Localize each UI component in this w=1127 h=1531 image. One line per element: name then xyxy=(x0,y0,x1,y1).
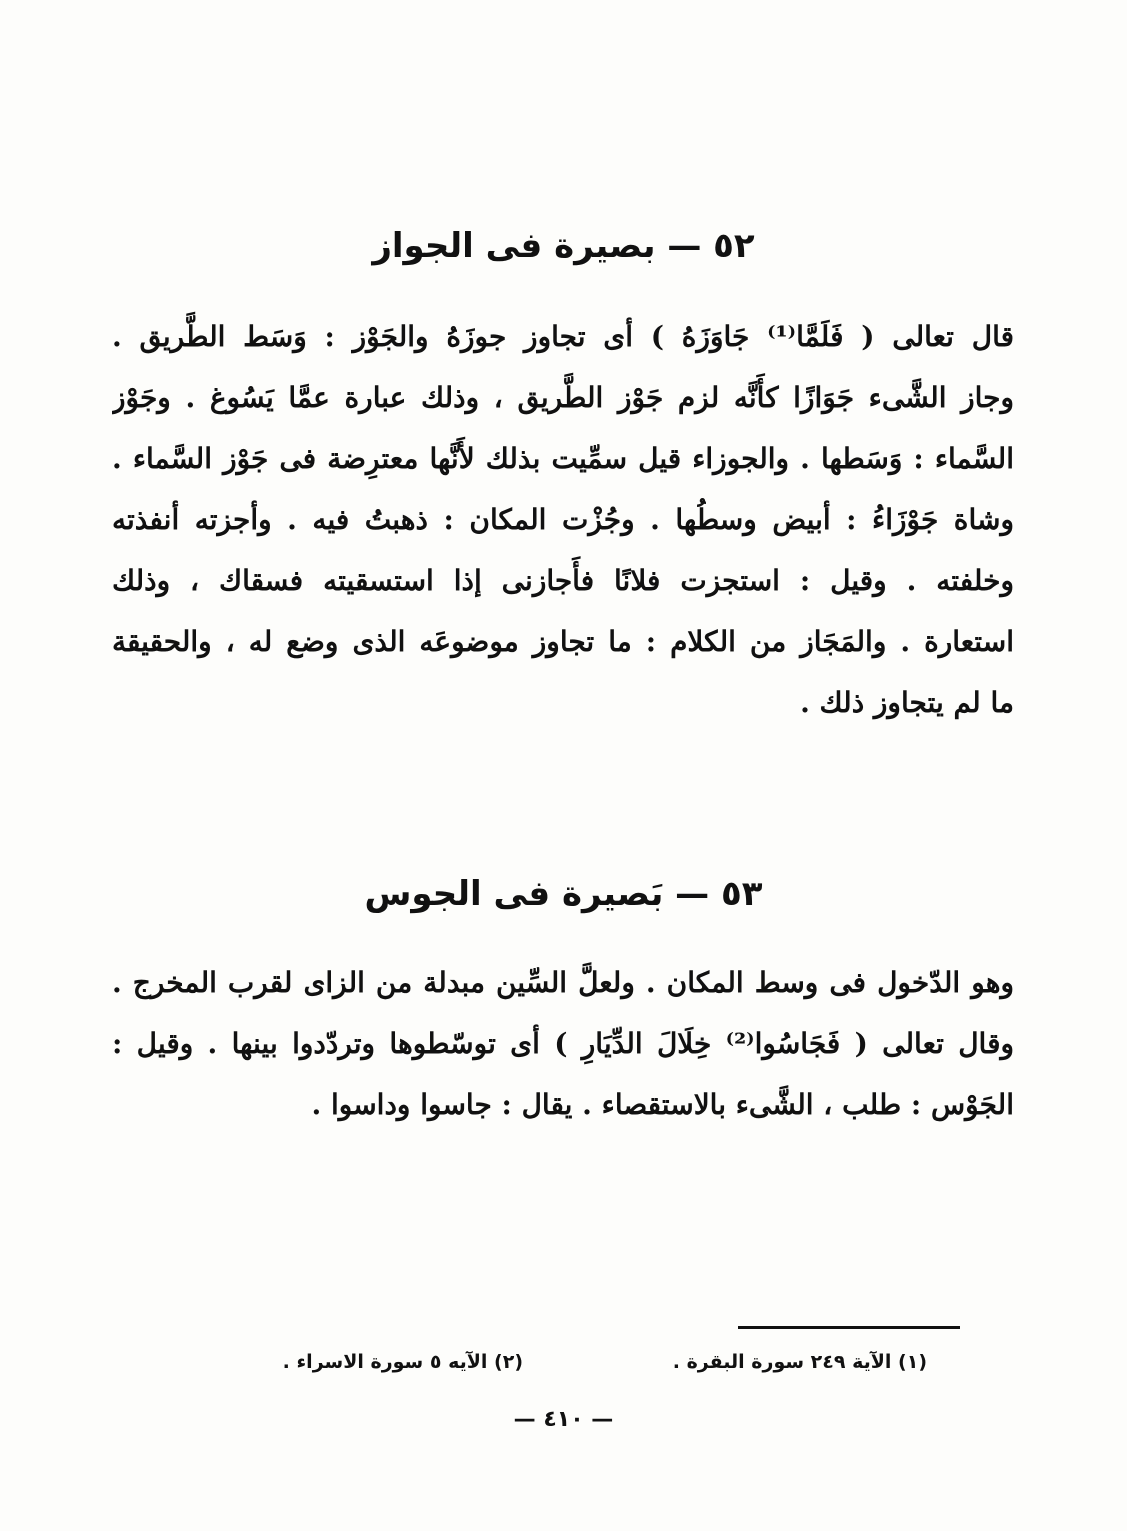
text-line: وخلفته . وقيل : استجزت فلانًا فأَجازنى إذا استسقيته فسقاك ، وذلك xyxy=(112,564,1014,597)
section-body-jaws xyxy=(112,952,1014,1135)
text-line: ما لم يتجاوز ذلك . xyxy=(800,686,1014,719)
text-line: وجاز الشَّىء جَوَازًا كأَنَّه لزم جَوْز الطَّريق ، وذلك عبارة عمَّا يَسُوغ . وجَوْز xyxy=(112,381,1014,414)
text-line: السَّماء : وَسَطها . والجوزاء قيل سمِّيت بذلك لأَنَّها معترِضة فى جَوْز السَّماء . xyxy=(112,442,1014,475)
footnote-1: (١) الآية ٢٤٩ سورة البقرة . xyxy=(672,1351,927,1373)
section-body-jawaz xyxy=(112,306,1014,733)
section-title-jawaz: ٥٢ — بصيرة فى الجواز xyxy=(372,226,755,266)
text-line: وهو الدّخول فى وسط المكان . ولعلَّ السِّين مبدلة من الزاى لقرب المخرج . xyxy=(112,966,1014,999)
footnote-divider xyxy=(738,1326,960,1329)
text-line: قال تعالى ( فَلَمَّا⁽¹⁾ جَاوَزَهُ ) أى تجاوز جوزَهُ والجَوْز : وَسَط الطَّريق . xyxy=(112,320,1014,353)
text-line: استعارة . والمَجَاز من الكلام : ما تجاوز موضوعَه الذى وضع له ، والحقيقة xyxy=(112,625,1014,658)
page-number: — ٤١٠ — xyxy=(513,1407,614,1432)
text-line: وشاة جَوْزَاءُ : أبيض وسطُها . وجُزْت المكان : ذهبتُ فيه . وأجزته أنفذته xyxy=(112,503,1014,536)
text-line: وقال تعالى ( فَجَاسُوا⁽²⁾ خِلَالَ الدِّيَارِ ) أى توسّطوها وتردّدوا بينها . وقيل : xyxy=(112,1027,1014,1060)
section-title-jaws: ٥٣ — بَصيرة فى الجوس xyxy=(364,874,763,914)
text-line: الجَوْس : طلب ، الشَّىء بالاستقصاء . يقال : جاسوا وداسوا . xyxy=(311,1088,1014,1121)
footnote-2: (٢) الآيه ٥ سورة الاسراء . xyxy=(282,1351,523,1373)
